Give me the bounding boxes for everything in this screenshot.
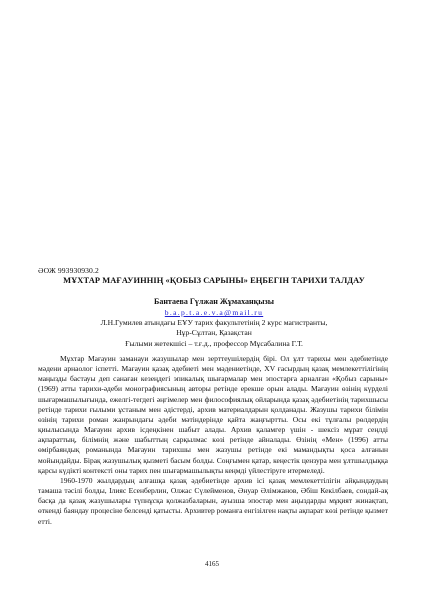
article-body bbox=[38, 354, 388, 527]
article-title: МҰХТАР МАҒАУИННІҢ «ҚОБЫЗ САРЫНЫ» ЕҢБЕГІН ТАРИХИ ТАЛДАУ bbox=[63, 276, 365, 285]
affiliation-line-1: Л.Н.Гумилев атындағы ЕҰУ тарих факультетінің 2 курс магистранты, bbox=[100, 318, 328, 327]
author-email-link[interactable]: b.a.p.t.a.e.v.a@mail.ru bbox=[164, 308, 264, 317]
body-paragraph-1: Мұхтар Мағауин заманауи жазушылар мен зерттеушілердің бірі. Ол ұлт тарихы мен әдебиетінде мәдени арнаолог іспетті. Мағауин қазақ әдебиеті мен мәдениетінде, XV ғасырдың қазақ мемлекеттілігінің маңызды бастауы деп санаған кезеңдегі эпикалық шығармалар мен эпостарға арналған «Қобыз сарыны» (1969) атты тарихи-әдеби монографиясының авторы ретінде ерекше орын алады. Мағауин өзінің күрделі шығармашылығында, ежелгі-тегдегі әңгімелер мен философиялық ойларында қазақ әдебиетінің тарихшысы ретінде тарихи ғылыми ұстаным мен әдістерді, архив материалдарын қолданады. Жазушы тарихи білімін өзінің тарихи роман жанрындағы әдеби мәтіндерінде қайта жаңғыртты. Осы екі тұлғалы рөлдердің қиылысында Мағауин архив ісдеңкінен шабыт алады. Архив қаламгер үшін - шексіз мұрат сеңлді ақпараттың, білімнің және шабыттың сарқылмас көзі ретінде айналады. Өзінің «Мен» (1996) атты өмірбаяндық романында Мағауин тарихшы мен жазушы ретінде екі мамандықты қоса алғанын мойындайды. Бірақ жазушылық қызметі басым болды. Соңғымен қатар, кеңестік цензура мен ұлтшылдыққа қарсы күдікті контексті оны тарих пен шығармашылықты кеңмді үйлестіруге итермеледі. bbox=[38, 354, 388, 475]
body-paragraph-2: 1960-1970 жылдардың алғашқа қазақ әдебиетінде архив ісі қазақ мемлекеттілігін айқындаудың тамаша тәсілі болды, Ілияс Есенберлин, Олжас Сүлейменов, Әнуар Әлімжанов, Әбіш Кекілбаев, сондай-ақ басқа да қазақ жазушылары түпнұсқа қолжазбаларын, ауызша эпостар мен аңыздарды мұқият жинақтап, өткенді баяндау процесіне белсенді қатысты. Архивтер романға енгізілген нақты ақпарат көзі ретінде қызмет етті. bbox=[38, 475, 388, 526]
page-number: 4165 bbox=[205, 560, 219, 568]
udc-code: ӘОЖ 993930930.2 bbox=[38, 266, 99, 275]
affiliation-line-2: Нұр-Сұлтан, Қазақстан bbox=[176, 328, 252, 337]
author-name: Бантаева Гүлжан Жұмаханқызы bbox=[154, 297, 274, 306]
supervisor-line: Ғылыми жетекшісі – т.ғ.д., профессор Мұсабалина Г.Т. bbox=[125, 339, 303, 348]
